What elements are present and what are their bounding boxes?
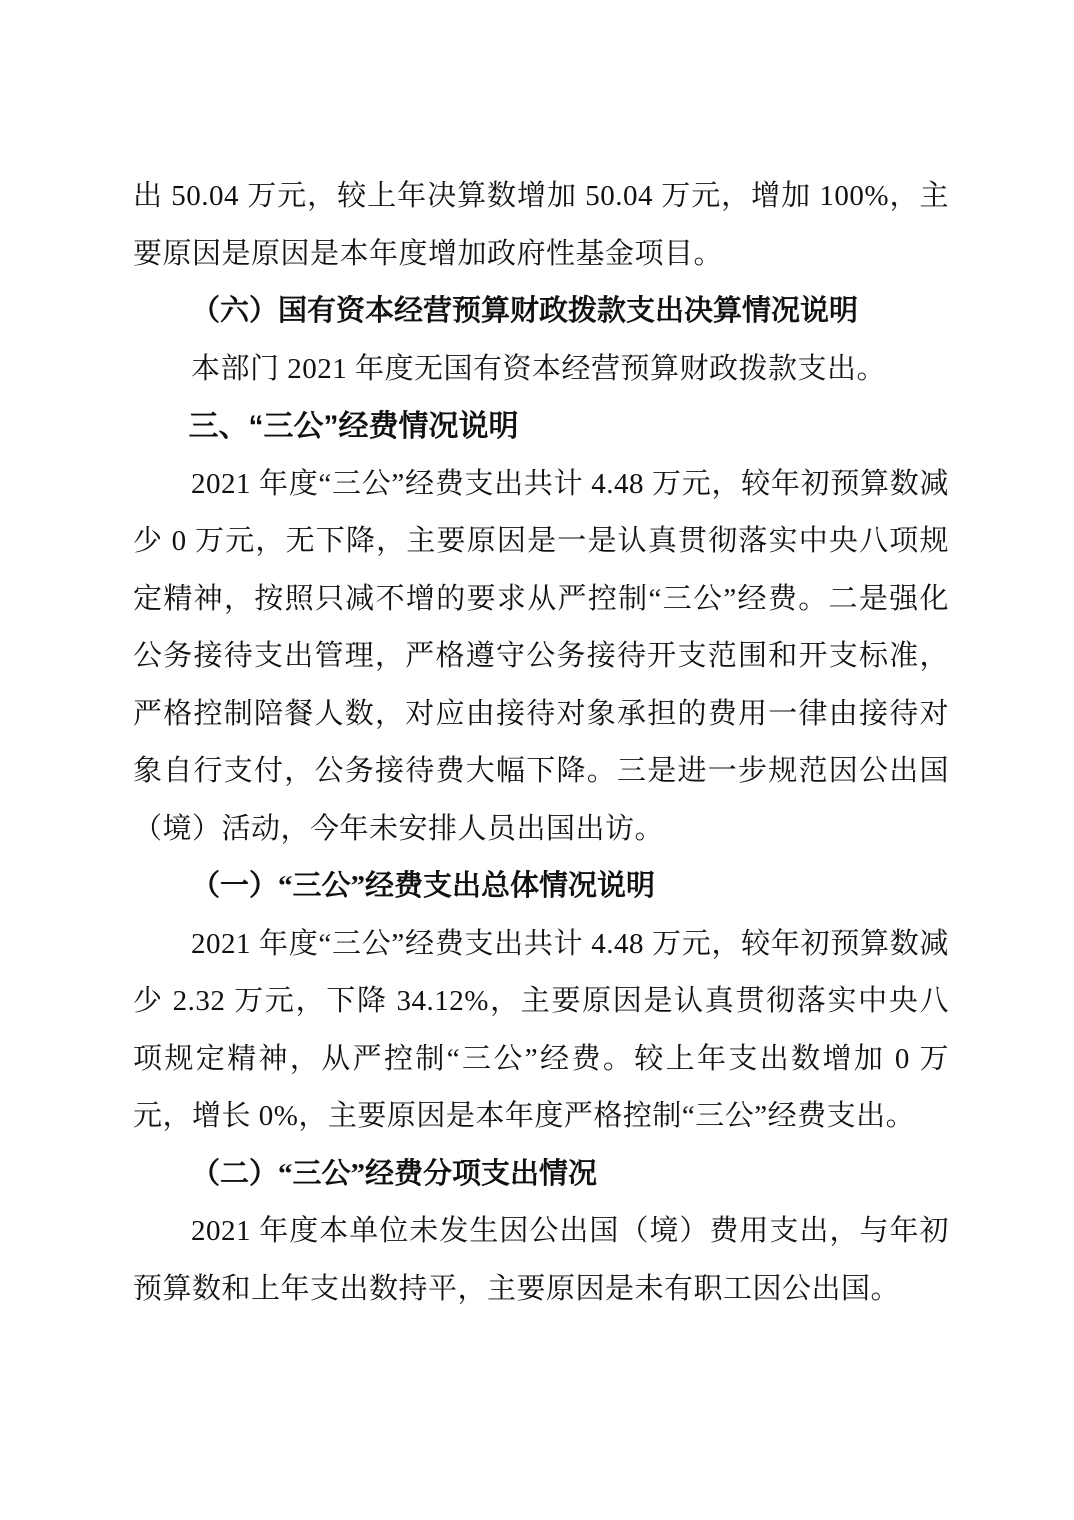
document-content [133, 168, 949, 1318]
paragraph-gov-fund-continuation: 出 50.04 万元，较上年决算数增加 50.04 万元，增加 100%，主要原因是原因是本年度增加政府性基金项目。 [133, 180, 949, 270]
paragraph-no-state-capital-expenditure: 本部门 2021 年度无国有资本经营预算财政拨款支出。 [191, 352, 887, 385]
heading-two-itemized-expenditure: （二）“三公”经费分项支出情况 [191, 1157, 598, 1190]
heading-three-public-expenses: 三、“三公”经费情况说明 [188, 410, 519, 443]
paragraph-three-public-summary: 2021 年度“三公”经费支出共计 4.48 万元，较年初预算数减少 0 万元，无下降，主要原因是一是认真贯彻落实中央八项规定精神，按照只减不增的要求从严控制“三公”经费。二是强化公务接待支出管理，严格遵守公务接待开支范围和开支标准，严格控制陪餐人数，对应由接待对象承担的费用一律由接待对象自行支付，公务接待费大幅下降。三是进一步规范因公出国（境）活动，今年未安排人员出国出访。 [133, 467, 949, 845]
heading-six-state-capital-budget: （六）国有资本经营预算财政拨款支出决算情况说明 [191, 295, 859, 327]
heading-one-overall-situation: （一）“三公”经费支出总体情况说明 [191, 870, 656, 902]
paragraph-overall-situation-detail: 2021 年度“三公”经费支出共计 4.48 万元，较年初预算数减少 2.32 万元，下降 34.12%，主要原因是认真贯彻落实中央八项规定精神，从严控制“三公”经费。较上年支出数增加 0 万元，增长 0%，主要原因是本年度严格控制“三公”经费支出。 [133, 927, 949, 1132]
paragraph-itemized-expenditure-detail: 2021 年度本单位未发生因公出国（境）费用支出，与年初预算数和上年支出数持平，主要原因是未有职工因公出国。 [133, 1215, 949, 1305]
